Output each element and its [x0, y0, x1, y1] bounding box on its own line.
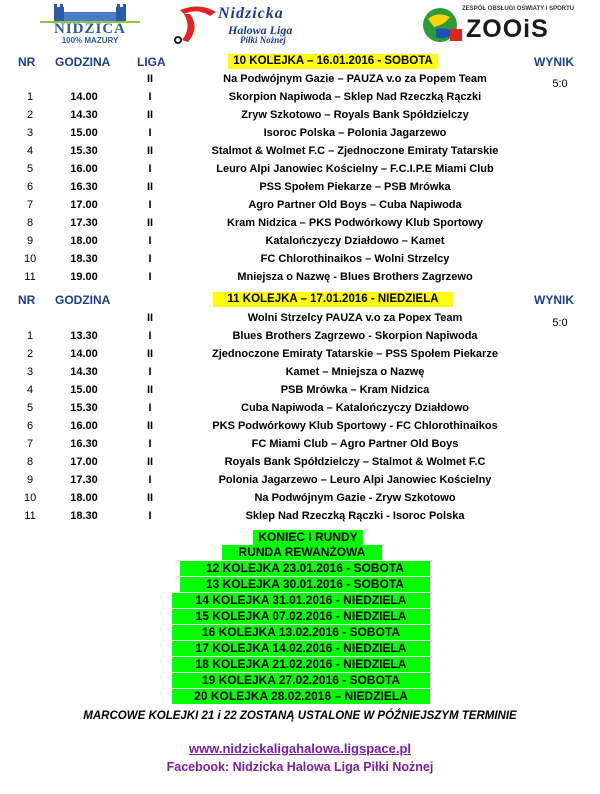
- table-row: [0, 438, 600, 455]
- rewanz-round-item: 15 KOLEJKA 07.02.2016 - NIEDZIELA: [172, 609, 430, 624]
- row-liga: I: [148, 366, 152, 378]
- nidzica-name: NIDZICA: [53, 21, 126, 37]
- header-liga: LIGA: [137, 55, 166, 69]
- row-match: Mniejsza o Nazwę - Blues Brothers Zagrzewo: [237, 271, 473, 283]
- row-match: Kram Nidzica – PKS Podwórkowy Klub Sportowy: [226, 217, 484, 229]
- row-match: Agro Partner Old Boys – Cuba Napiwoda: [248, 199, 462, 211]
- row-liga: II: [146, 492, 154, 504]
- row-match: Isoroc Polska – Polonia Jagarzewo: [263, 127, 447, 139]
- row-nr: 1: [26, 91, 34, 103]
- row-match: PSB Mrówka – Kram Nidzica: [280, 384, 430, 396]
- row-liga: II: [146, 181, 154, 193]
- table-row: [0, 348, 600, 365]
- row-match: FC Chlorothinaikos – Wolni Strzelcy: [260, 253, 450, 265]
- row-liga: I: [148, 438, 152, 450]
- row-time: 15.00: [70, 384, 98, 396]
- table-row: [0, 312, 600, 329]
- rewanz-round-item: 16 KOLEJKA 13.02.2016 - SOBOTA: [172, 625, 430, 640]
- row-time: 18.00: [70, 235, 98, 247]
- row-match: Zjednoczone Emiraty Tatarskie – PSS Społem Piekarze: [212, 348, 498, 360]
- rewanz-round-item: 18 KOLEJKA 21.02.2016 - NIEDZIELA: [172, 657, 430, 672]
- zoois-logo: [420, 3, 595, 47]
- rewanz-round-item: 20 KOLEJKA 28.02.2016 – NIEDZIELA: [172, 689, 430, 704]
- header-godzina: GODZINA: [55, 293, 111, 307]
- row-liga: II: [146, 109, 154, 121]
- row-liga: I: [148, 127, 152, 139]
- row-nr: 1: [26, 330, 34, 342]
- table-row: [0, 330, 600, 347]
- row-nr: 8: [26, 456, 34, 468]
- row-liga: II: [146, 217, 154, 229]
- row-time: 13.30: [70, 330, 98, 342]
- logo-strip: [0, 0, 600, 50]
- round-10-title: 10 KOLEJKA – 16.01.2016 - SOBOTA: [228, 54, 438, 69]
- rewanz-round-item: 14 KOLEJKA 31.01.2016 - NIEDZIELA: [172, 593, 430, 608]
- row-liga: II: [146, 312, 154, 324]
- rewanz-round-item: 17 KOLEJKA 14.02.2016 - NIEDZIELA: [172, 641, 430, 656]
- row-liga: II: [146, 420, 154, 432]
- table-row: [0, 91, 600, 108]
- row-time: 16.30: [70, 438, 98, 450]
- table-row: [0, 73, 600, 90]
- row-liga: I: [148, 402, 152, 414]
- rewanz-round-item: 13 KOLEJKA 30.01.2016 - SOBOTA: [180, 577, 430, 592]
- row-match: Zryw Szkotowo – Royals Bank Spółdzielczy: [241, 109, 469, 121]
- row-liga: II: [146, 348, 154, 360]
- liga-logo-line1: Nidzicka: [218, 5, 284, 22]
- table-row: [0, 163, 600, 180]
- row-liga: I: [148, 199, 152, 211]
- row-liga: I: [148, 330, 152, 342]
- row-nr: 9: [26, 235, 34, 247]
- table-row: [0, 474, 600, 491]
- table-row: [0, 199, 600, 216]
- row-time: 19.00: [70, 271, 98, 283]
- row-liga: II: [146, 384, 154, 396]
- row-nr: 10: [24, 253, 37, 265]
- row-liga: II: [146, 73, 154, 85]
- end-of-round-banner: KONIEC I RUNDY: [253, 530, 363, 545]
- table-row: [0, 402, 600, 419]
- round-11-title: 11 KOLEJKA – 17.01.2016 - NIEDZIELA: [213, 292, 453, 307]
- row-time: 15.00: [70, 127, 98, 139]
- table-row: [0, 456, 600, 473]
- row-nr: 3: [26, 366, 34, 378]
- rewanz-banner: RUNDA REWANŻOWA: [222, 545, 382, 560]
- row-match: Kamet – Mniejsza o Nazwę: [285, 366, 425, 378]
- facebook-link[interactable]: Facebook: Nidzicka Halowa Liga Piłki Nożnej: [166, 760, 434, 774]
- row-nr: 5: [26, 163, 34, 175]
- row-time: 18.30: [70, 253, 98, 265]
- row-match: Cuba Napiwoda – Katalończyczy Działdowo: [241, 402, 469, 414]
- row-match: Na Podwójnym Gazie – PAUZA v.o za Popem Team: [223, 73, 487, 85]
- row-nr: 10: [24, 492, 37, 504]
- nidzica-logo: [40, 3, 140, 45]
- row-nr: 3: [26, 127, 34, 139]
- row-time: 18.00: [70, 492, 98, 504]
- header-nr: NR: [18, 293, 36, 307]
- row-liga: I: [148, 271, 152, 283]
- row-liga: II: [146, 456, 154, 468]
- row-time: 15.30: [70, 145, 98, 157]
- row-liga: I: [148, 474, 152, 486]
- liga-logo: [170, 2, 380, 46]
- nidzica-tagline: 100% MAZURY: [61, 36, 119, 45]
- row-liga: I: [148, 91, 152, 103]
- row-time: 16.30: [70, 181, 98, 193]
- row-time: 17.00: [70, 199, 98, 211]
- row-nr: 6: [26, 181, 34, 193]
- row-nr: 11: [24, 510, 36, 522]
- row-nr: 11: [24, 271, 36, 283]
- table-row: [0, 181, 600, 198]
- header-nr: NR: [18, 55, 36, 69]
- row-match: PSS Społem Piekarze – PSB Mrówka: [259, 181, 451, 193]
- row-match: Wolni Strzelcy PAUZA v.o za Popex Team: [247, 312, 463, 324]
- table-row: [0, 109, 600, 126]
- row-nr: 7: [26, 199, 34, 211]
- liga-logo-line2: Halowa Liga: [228, 23, 293, 37]
- row-nr: 4: [26, 145, 34, 157]
- row-match: Sklep Nad Rzeczką Rączki - Isoroc Polska: [245, 510, 465, 522]
- castle-icon: [40, 3, 140, 23]
- row-nr: 4: [26, 384, 34, 396]
- row-nr: 9: [26, 474, 34, 486]
- globe-icon: [420, 3, 464, 47]
- row-nr: 6: [26, 420, 34, 432]
- row-match: Skorpion Napiwoda – Sklep Nad Rzeczką Rączki: [228, 91, 482, 103]
- row-liga: I: [148, 510, 152, 522]
- march-rounds-note: MARCOWE KOLEJKI 21 i 22 ZOSTANĄ USTALONE W PÓŹNIEJSZYM TERMINIE: [83, 710, 517, 722]
- row-match: FC Miami Club – Agro Partner Old Boys: [251, 438, 459, 450]
- row-nr: 2: [26, 109, 34, 121]
- table-row: [0, 127, 600, 144]
- table-row: [0, 366, 600, 383]
- row-match: Stalmot & Wolmet F.C – Zjednoczone Emiraty Tatarskie: [211, 145, 499, 157]
- row-time: 17.30: [70, 474, 98, 486]
- zoois-caption: ZESPÓŁ OBSŁUGI OŚWIATY I SPORTU: [462, 6, 575, 12]
- row-time: 14.30: [70, 109, 98, 121]
- row-match: Katalończyczy Działdowo – Kamet: [265, 235, 445, 247]
- row-nr: 7: [26, 438, 34, 450]
- row-match: Na Podwójnym Gazie - Zryw Szkotowo: [254, 492, 456, 504]
- row-match: PKS Podwórkowy Klub Sportowy - FC Chlorothinaikos: [212, 420, 498, 432]
- row-time: 14.00: [70, 348, 98, 360]
- header-godzina: GODZINA: [55, 55, 111, 69]
- zoois-wordmark: ZOOiS: [466, 15, 549, 43]
- table-row: [0, 235, 600, 252]
- row-time: 16.00: [70, 420, 98, 432]
- row-liga: I: [148, 235, 152, 247]
- table-row: [0, 510, 600, 527]
- row-nr: 8: [26, 217, 34, 229]
- rewanz-round-item: 19 KOLEJKA 27.02.2016 - SOBOTA: [172, 673, 430, 688]
- row-nr: 5: [26, 402, 34, 414]
- row-nr: 2: [26, 348, 34, 360]
- row-time: 14.30: [70, 366, 98, 378]
- website-link[interactable]: www.nidzickaligahalowa.ligspace.pl: [188, 741, 412, 756]
- table-row: [0, 384, 600, 401]
- row-time: 16.00: [70, 163, 98, 175]
- rewanz-round-item: 12 KOLEJKA 23.01.2016 - SOBOTA: [180, 561, 430, 576]
- row-liga: II: [146, 145, 154, 157]
- row-time: 15.30: [70, 402, 98, 414]
- header-wynik: WYNIK: [534, 55, 574, 69]
- row-liga: I: [148, 253, 152, 265]
- row-time: 14.00: [70, 91, 98, 103]
- row-match: Polonia Jagarzewo – Leuro Alpi Janowiec Kościelny: [218, 474, 492, 486]
- row-match: Leuro Alpi Janowiec Kościelny – F.C.I.P.E Miami Club: [216, 163, 494, 175]
- table-row: [0, 420, 600, 437]
- table-row: [0, 145, 600, 162]
- row-score: 5:0: [552, 317, 568, 329]
- row-time: 18.30: [70, 510, 98, 522]
- table-row: [0, 253, 600, 270]
- row-score: 5:0: [552, 78, 568, 90]
- table-row: [0, 217, 600, 234]
- row-time: 17.00: [70, 456, 98, 468]
- row-time: 17.30: [70, 217, 98, 229]
- row-match: Blues Brothers Zagrzewo - Skorpion Napiwoda: [232, 330, 478, 342]
- header-wynik: WYNIK: [534, 293, 574, 307]
- table-row: [0, 271, 600, 288]
- table-row: [0, 492, 600, 509]
- row-liga: I: [148, 163, 152, 175]
- liga-logo-line3: Piłki Nożnej: [240, 35, 286, 45]
- row-match: Royals Bank Spółdzielczy – Stalmot & Wolmet F.C: [224, 456, 486, 468]
